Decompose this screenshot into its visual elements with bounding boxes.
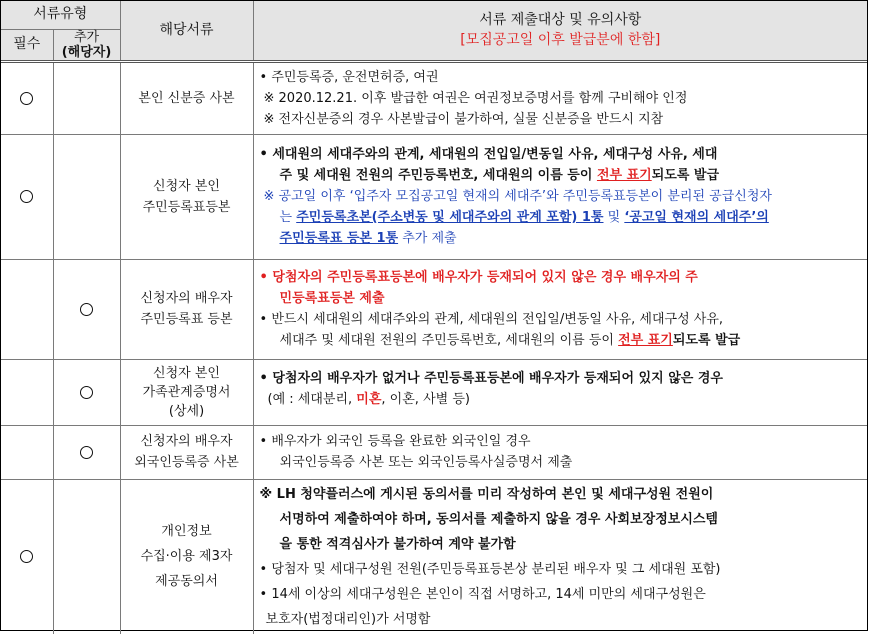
note-line: ※ 전자신분증의 경우 사본발급이 불가하여, 실물 신분증을 반드시 지참 — [263, 111, 664, 127]
additional-circle — [80, 446, 93, 459]
note-text: 되도록 발급 — [651, 168, 720, 183]
note-underline: 주민등록초본(주소변동 및 세대주와의 관계 포함) 1통 — [296, 210, 604, 225]
document-name-line: 신청자의 배우자 — [140, 291, 233, 306]
note-line: 보호자(법정대리인)가 서명함 — [265, 611, 431, 627]
row-family-certificate — [1, 359, 867, 425]
document-name-line: (상세) — [168, 403, 205, 419]
document-name-line: 주민등록표등본 — [142, 199, 231, 215]
row-foreigner-registration — [1, 425, 867, 479]
document-name — [120, 259, 253, 359]
note-line: • 당첨자 및 세대구성원 전원(주민등록표등본상 분리된 배우자 및 그 세대원 포함) — [259, 561, 721, 577]
row-id-copy — [1, 61, 867, 134]
note-text: 및 — [603, 210, 625, 225]
notes-cell — [253, 134, 867, 259]
document-name — [120, 359, 253, 425]
note-line: • 당첨자의 배우자가 없거나 주민등록표등본에 배우자가 등재되어 있지 않은 경우 — [259, 370, 723, 386]
document-name-line: 신청자 본인 — [153, 365, 220, 381]
note-text: 되도록 발급 — [672, 333, 741, 348]
note-line: • 주민등록증, 운전면허증, 여권 — [259, 69, 439, 85]
note-line: 을 통한 적격심사가 불가하여 계약 불가함 — [279, 536, 516, 552]
additional-circle — [80, 386, 93, 399]
additional-cell — [53, 61, 120, 134]
note-line — [260, 207, 862, 228]
required-cell — [1, 259, 53, 359]
document-name-line: 신청자 본인 — [153, 178, 220, 194]
required-circle — [20, 550, 33, 563]
notes-cell — [253, 425, 867, 479]
notes-cell — [253, 259, 867, 359]
note-text: , 이혼, 사별 등) — [381, 391, 470, 407]
document-name — [120, 479, 253, 634]
note-highlight: 전부 표기 — [618, 333, 673, 348]
required-cell — [1, 425, 53, 479]
required-header: 필수 — [1, 29, 53, 61]
note-line — [260, 330, 862, 351]
required-circle — [20, 92, 33, 105]
note-line: ※ 2020.12.21. 이후 발급한 여권은 여권정보증명서를 함께 구비해야 인정 — [263, 90, 688, 106]
required-cell — [1, 359, 53, 425]
note-line: 서명하여 제출하여야 하며, 동의서를 제출하지 않을 경우 사회보장정보시스템 — [279, 511, 718, 527]
document-name — [120, 134, 253, 259]
note-line: • 배우자가 외국인 등록을 완료한 외국인일 경우 — [259, 434, 531, 449]
additional-label: 추가 — [73, 29, 100, 45]
document-name — [120, 425, 253, 479]
document-header: 해당서류 — [120, 1, 253, 61]
additional-sublabel: (해당자) — [61, 44, 112, 60]
document-name: 본인 신분증 사본 — [120, 61, 253, 134]
row-applicant-resident-register — [1, 134, 867, 259]
note-line: 민등록표등본 제출 — [279, 291, 385, 306]
document-name-line: 제공동의서 — [155, 574, 218, 590]
note-line — [260, 165, 862, 186]
note-line: • 반드시 세대원의 세대주와의 관계, 세대원의 전입일/변동일 사유, 세대구성 사유, — [259, 312, 724, 327]
notes-cell — [253, 61, 867, 134]
note-line: 외국인등록증 사본 또는 외국인등록사실증명서 제출 — [279, 455, 573, 470]
note-highlight: 미혼 — [356, 391, 382, 407]
additional-cell — [53, 359, 120, 425]
notes-header-title: 서류 제출대상 및 유의사항 — [479, 12, 642, 29]
note-highlight: 전부 표기 — [596, 168, 652, 183]
notes-cell — [253, 359, 867, 425]
note-line: • 당첨자의 주민등록표등본에 배우자가 등재되어 있지 않은 경우 배우자의 주 — [259, 270, 698, 285]
required-circle — [20, 190, 33, 203]
document-name-line: 가족관계증명서 — [142, 384, 231, 400]
note-line: • 14세 이상의 세대구성원은 본인이 직접 서명하고, 14세 미만의 세대구성원은 — [259, 586, 706, 602]
document-name-line: 수집·이용 제3자 — [140, 549, 233, 565]
row-spouse-resident-register — [1, 259, 867, 359]
note-line: ※ 공고일 이후 ‘입주자 모집공고일 현재의 세대주’와 주민등록표등본이 분리된 공급신청자 — [263, 189, 772, 204]
note-text: 세대주 및 세대원 전원의 주민등록번호, 세대원의 이름 등이 — [279, 333, 619, 348]
additional-cell — [53, 134, 120, 259]
additional-cell — [53, 259, 120, 359]
notes-header-subtitle: [모집공고일 이후 발급분에 한함] — [460, 32, 661, 49]
note-underline: ‘공고일 현재의 세대주’의 — [624, 210, 769, 225]
additional-header — [53, 29, 120, 61]
additional-cell — [53, 425, 120, 479]
document-table — [1, 1, 867, 634]
note-line — [260, 228, 862, 249]
note-line — [260, 389, 862, 410]
note-text: 추가 제출 — [398, 231, 457, 246]
required-cell — [1, 61, 53, 134]
note-text: 는 — [279, 210, 297, 225]
additional-circle — [80, 303, 93, 316]
note-underline: 주민등록표 등본 1통 — [279, 231, 399, 246]
row-privacy-consent — [1, 479, 867, 634]
note-line: • 세대원의 세대주와의 관계, 세대원의 전입일/변동일 사유, 세대구성 사유, 세대 — [259, 147, 718, 162]
required-cell — [1, 479, 53, 634]
note-text: (예 : 세대분리, — [267, 391, 357, 407]
required-cell — [1, 134, 53, 259]
document-name-line: 개인정보 — [161, 524, 212, 540]
note-line: ※ LH 청약플러스에 게시된 동의서를 미리 작성하여 본인 및 세대구성원 전원이 — [259, 486, 714, 502]
note-text: 주 및 세대원 전원의 주민등록번호, 세대원의 이름 등이 — [279, 168, 597, 183]
notes-cell — [253, 479, 867, 634]
document-name-line: 외국인등록증 사본 — [134, 455, 239, 470]
header-row-1 — [1, 1, 867, 29]
doc-type-header: 서류유형 — [1, 1, 120, 29]
additional-cell — [53, 479, 120, 634]
document-name-line: 주민등록표 등본 — [140, 312, 233, 327]
notes-header — [253, 1, 867, 61]
document-name-line: 신청자의 배우자 — [140, 434, 233, 449]
